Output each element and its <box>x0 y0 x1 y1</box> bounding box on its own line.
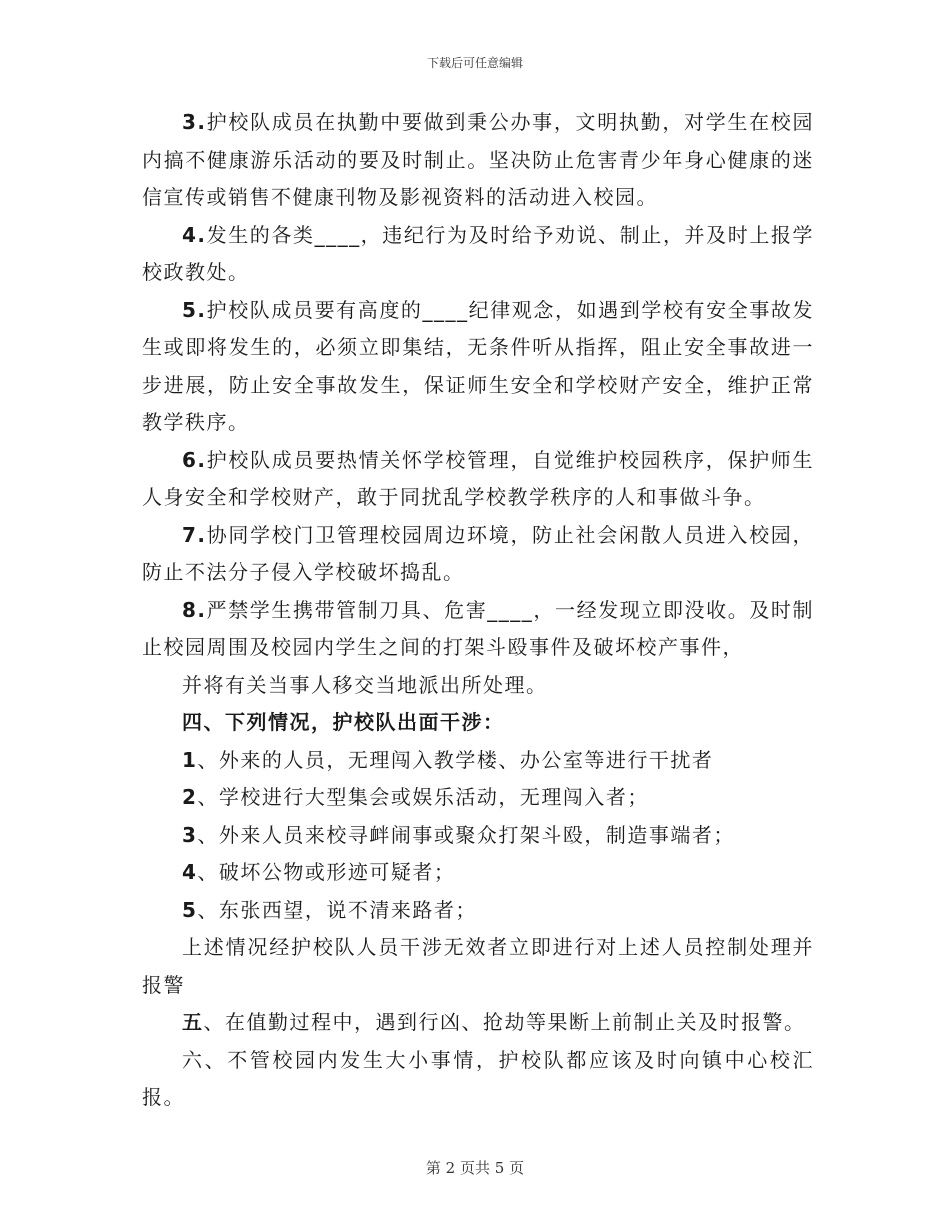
document-body <box>142 104 814 1117</box>
heading-text: 四、下列情况，护校队出面干涉： <box>182 710 505 734</box>
item-number: 5 <box>182 897 198 922</box>
summary-paragraph <box>142 929 814 1004</box>
list-item-4 <box>142 854 814 892</box>
item-number: 7. <box>182 522 207 547</box>
paragraph-text: 护校队成员在执勤中要做到秉公办事，文明执勤，对学生在校园内搞不健康游乐活动的要及时制止。坚决防止危害青少年身心健康的迷信宣传或销售不健康刊物及影视资料的活动进入校园。 <box>142 110 814 209</box>
paragraph-text: 、在值勤过程中，遇到行凶、抢劫等果断上前制止关及时报警。 <box>203 1010 806 1034</box>
paragraph-text: 严禁学生携带管制刀具、危害____，一经发现立即没收。及时制止校园周围及校园内学生之间的打架斗殴事件及破坏校产事件， <box>142 597 814 659</box>
list-item-text: 、外来的人员，无理闯入教学楼、办公室等进行干扰者 <box>197 747 714 772</box>
paragraph-6 <box>142 442 814 517</box>
paragraph-text: 上述情况经护校队人员干涉无效者立即进行对上述人员控制处理并报警 <box>142 935 814 997</box>
paragraph-text: 六、不管校园内发生大小事情，护校队都应该及时向镇中心校汇报。 <box>142 1047 814 1109</box>
paragraph-text: 护校队成员要有高度的____纪律观念，如遇到学校有安全事故发生或即将发生的，必须立即集结，无条件听从指挥，阻止安全事故进一步进展，防止安全事故发生，保证师生安全和学校财产安全，维护正常教学秩序。 <box>142 297 814 434</box>
paragraph-text: 并将有关当事人移交当地派出所处理。 <box>182 672 548 697</box>
paragraph-text: 协同学校门卫管理校园周边环境，防止社会闲散人员进入校园，防止不法分子侵入学校破坏捣乱。 <box>142 522 814 584</box>
item-number: 2 <box>182 785 198 809</box>
item-number: 6. <box>182 447 207 472</box>
paragraph-8 <box>142 592 814 667</box>
section-number: 五 <box>182 1010 204 1034</box>
section-6-paragraph <box>142 1042 814 1117</box>
item-number: 8. <box>182 597 207 622</box>
paragraph-7 <box>142 517 814 592</box>
item-number: 4 <box>182 860 198 884</box>
list-item-2 <box>142 779 814 817</box>
list-item-text: 、破坏公物或形迹可疑者； <box>197 860 456 884</box>
list-item-text: 、学校进行大型集会或娱乐活动，无理闯入者； <box>197 785 649 809</box>
item-number: 3. <box>182 110 207 134</box>
list-item-5 <box>142 892 814 930</box>
page-footer: 第 2 页共 5 页 <box>425 1159 525 1177</box>
item-number: 1 <box>182 747 198 772</box>
paragraph-text: 发生的各类____，违纪行为及时给予劝说、制止，并及时上报学校政教处。 <box>142 222 814 284</box>
page-header: 下载后可任意编辑 <box>426 56 523 70</box>
list-item-text: 、东张西望，说不清来路者； <box>197 897 477 922</box>
section-heading-4 <box>142 704 814 742</box>
item-number: 4. <box>182 222 207 247</box>
section-5-paragraph <box>142 1004 814 1042</box>
item-number: 5. <box>182 297 207 322</box>
list-item-1 <box>142 742 814 780</box>
paragraph-text: 护校队成员要热情关怀学校管理，自觉维护校园秩序，保护师生人身安全和学校财产，敢于同扰乱学校教学秩序的人和事做斗争。 <box>142 447 814 509</box>
paragraph-5 <box>142 292 814 442</box>
item-number: 3 <box>182 822 198 847</box>
paragraph-3 <box>142 104 814 217</box>
list-item-3 <box>142 817 814 855</box>
paragraph-8-continued <box>142 667 814 705</box>
list-item-text: 、外来人员来校寻衅闹事或聚众打架斗殴，制造事端者； <box>197 822 735 847</box>
paragraph-4 <box>142 217 814 292</box>
